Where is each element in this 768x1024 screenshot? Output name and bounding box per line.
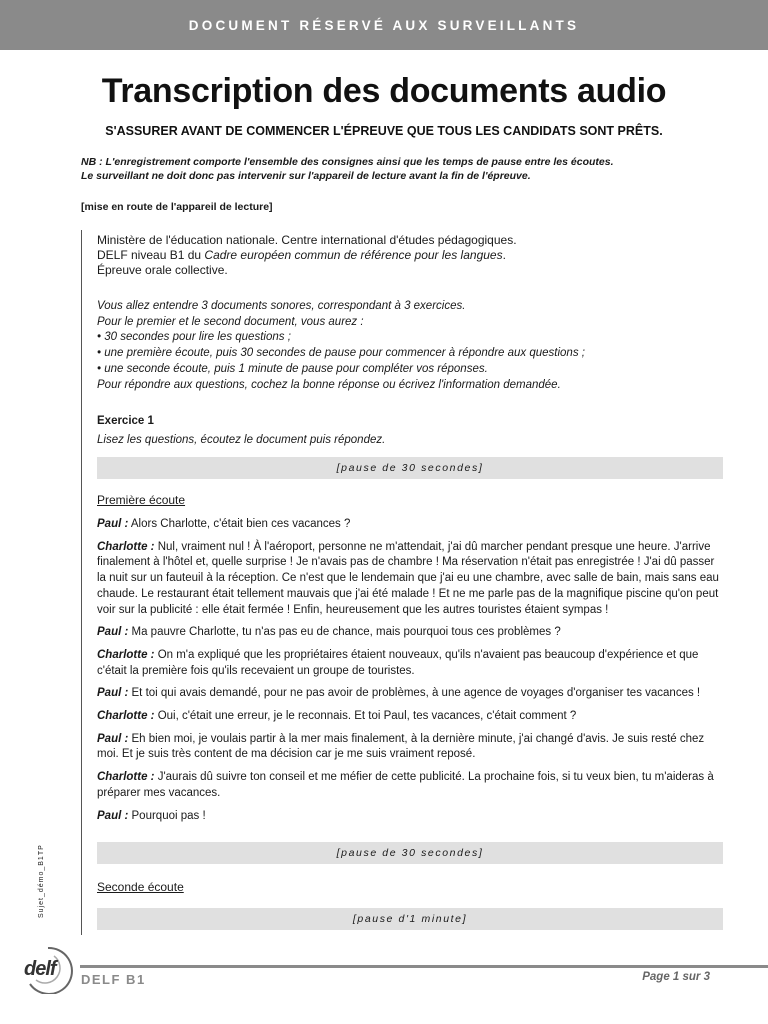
footer-exam-level: DELF B1 (81, 972, 146, 987)
dialogue-line (97, 517, 723, 533)
pause-banner: [pause d'1 minute] (97, 908, 723, 930)
section-first-listening: Première écoute (97, 493, 186, 507)
pause-banner: [pause de 30 secondes] (97, 457, 723, 479)
footer-divider (80, 965, 768, 968)
dialogue-text: Nul, vraiment nul ! À l'aéroport, personne ne m'attendait, j'ai dû marcher pendant presque une heure. J'arrive finalement à l'hôtel et, quelle surprise ! Je n'avais pas de chambre ! Ma réservation n'était pas enregistrée ! J'ai dû passer la nuit sur un fauteuil à la réception. Ce n'est que le lendemain que j'ai eu une chambre, avec salle de bain, mais sans eau chaude. Le restaurant était tellement mauvais que j'ai été malade ! Et ne me parle pas de la magnifique piscine qu'on peut voir sur la publicité : elle était fermée ! Enfin, heureusement que les autres touristes étaient sympas ! (97, 540, 719, 616)
intro-line-2-italic: Cadre européen commun de référence pour les langues (204, 248, 503, 262)
intro-line-2 (97, 248, 723, 263)
instruction-line: Vous allez entendre 3 documents sonores, correspondant à 3 exercices. (97, 300, 466, 312)
page-subtitle: S'ASSURER AVANT DE COMMENCER L'ÉPREUVE QUE TOUS LES CANDIDATS SONT PRÊTS. (105, 124, 663, 138)
instructions-block (97, 299, 723, 393)
intro-block (97, 233, 723, 278)
dialogue-text: Eh bien moi, je voulais partir à la mer mais finalement, à la dernière minute, j'ai changé d'avis. Je suis resté chez moi. Et je suis très content de ma décision car je me suis vraiment reposé. (97, 732, 705, 761)
nb-line-1: NB : L'enregistrement comporte l'ensemble des consignes ainsi que les temps de pause entre les écoutes. (81, 156, 614, 168)
dialogue-text: Et toi qui avais demandé, pour ne pas avoir de problèmes, à une agence de voyages d'organiser tes vacances ! (128, 687, 701, 700)
speaker-name: Charlotte : (97, 771, 155, 784)
dialogue-line (97, 540, 723, 619)
intro-line-2-pre: DELF niveau B1 du (97, 248, 205, 262)
exercise-title: Exercice 1 (97, 415, 154, 427)
nb-note (81, 155, 721, 183)
speaker-name: Paul : (97, 732, 129, 745)
speaker-name: Paul : (97, 626, 129, 639)
dialogue-text: Alors Charlotte, c'était bien ces vacances ? (128, 518, 351, 530)
speaker-name: Charlotte : (97, 648, 155, 661)
side-label: Sujet_démo_B1TP (38, 844, 45, 918)
intro-line-2-post: . (502, 248, 506, 262)
speaker-name: Charlotte : (97, 540, 155, 553)
dialogue-text: J'aurais dû suivre ton conseil et me méfier de cette publicité. La prochaine fois, si tu veux bien, tu m'aideras à préparer mes vacances. (97, 771, 714, 799)
dialogue-text: Ma pauvre Charlotte, tu n'as pas eu de chance, mais pourquoi tous ces problèmes ? (128, 626, 561, 639)
speaker-name: Paul : (97, 518, 129, 530)
dialogue-line (97, 770, 723, 801)
speaker-name: Charlotte : (97, 710, 155, 723)
instruction-line: • 30 secondes pour lire les questions ; (97, 331, 291, 344)
dialogue-line (97, 648, 723, 679)
delf-logo (18, 944, 80, 994)
dialogue-line (97, 686, 723, 702)
dialogue-text: Oui, c'était une erreur, je le reconnais. Et toi Paul, tes vacances, c'était comment ? (154, 710, 577, 723)
instruction-line: Pour répondre aux questions, cochez la bonne réponse ou écrivez l'information demandée. (97, 378, 561, 391)
dialogue-line (97, 732, 723, 763)
page-title: Transcription des documents audio (101, 72, 667, 110)
exercise-instruction: Lisez les questions, écoutez le document puis répondez. (97, 434, 386, 446)
dialogue-line (97, 809, 723, 825)
intro-line-3: Épreuve orale collective. (97, 263, 228, 277)
dialogue-line (97, 625, 723, 641)
transcript-content (81, 230, 723, 935)
nb-line-2: Le surveillant ne doit donc pas intervenir sur l'appareil de lecture avant la fin de l'épreuve. (81, 170, 531, 182)
page-number: Page 1 sur 3 (642, 971, 710, 983)
speaker-name: Paul : (97, 809, 129, 822)
dialogue-text: On m'a expliqué que les propriétaires étaient nouveaux, qu'ils n'avaient pas beaucoup d'expérience et que c'était la première fois qu'ils recevaient un groupe de touristes. (97, 648, 699, 677)
speaker-name: Paul : (97, 687, 129, 700)
start-note: [mise en route de l'appareil de lecture] (81, 201, 273, 213)
intro-line-1: Ministère de l'éducation nationale. Centre international d'études pédagogiques. (97, 233, 517, 247)
dialogue-line (97, 709, 723, 725)
dialogue (97, 517, 723, 831)
instruction-line: • une première écoute, puis 30 secondes de pause pour commencer à répondre aux questions ; (97, 347, 585, 360)
logo-text: delf (24, 958, 56, 980)
section-second-listening: Seconde écoute (97, 880, 184, 894)
instruction-line: • une seconde écoute, puis 1 minute de pause pour compléter vos réponses. (97, 362, 488, 375)
header-banner: DOCUMENT RÉSERVÉ AUX SURVEILLANTS (0, 0, 768, 50)
pause-banner: [pause de 30 secondes] (97, 842, 723, 864)
dialogue-text: Pourquoi pas ! (128, 809, 206, 822)
instruction-line: Pour le premier et le second document, vous aurez : (97, 315, 364, 328)
